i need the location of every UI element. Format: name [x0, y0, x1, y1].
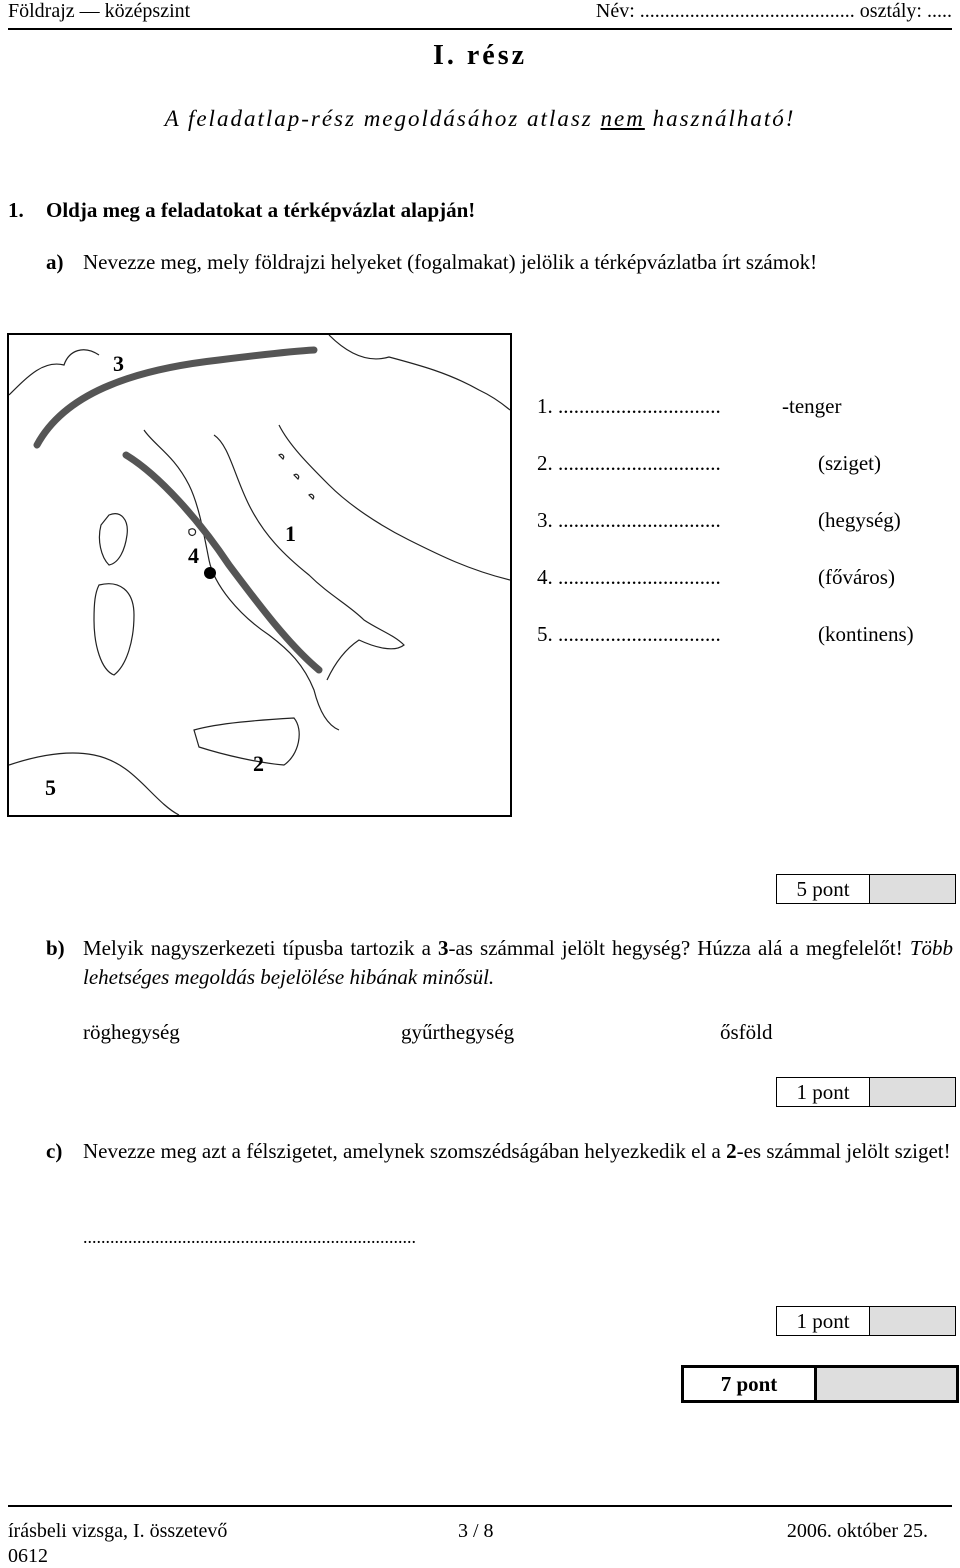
coast-peninsula-east — [214, 435, 404, 680]
header-subject: Földrajz — középszint — [8, 0, 191, 22]
answer-2-blank: 2. ............................... — [537, 451, 721, 475]
map-sketch — [7, 333, 512, 817]
answer-1-suffix: -tenger — [782, 394, 842, 418]
atlas-note-before: A feladatlap-rész megoldásához atlasz — [164, 106, 601, 131]
task-c-label: c) — [46, 1139, 63, 1163]
score-c-label: 1 pont — [777, 1307, 870, 1335]
option-roghegyseg[interactable]: röghegység — [83, 1020, 180, 1044]
footer-page: 3 / 8 — [458, 1520, 494, 1542]
answer-4-blank: 4. ............................... — [537, 565, 721, 589]
island-elba — [189, 529, 196, 536]
task-a-label: a) — [46, 250, 64, 274]
island-croatian — [279, 454, 314, 499]
coastlines — [9, 335, 510, 815]
task-b-text-italic: Több lehetséges megoldás bejelölése hibának minősül. — [83, 936, 953, 989]
coast-dalmatia — [279, 425, 510, 580]
atlas-note-underlined: nem — [600, 106, 645, 131]
header-name-class: Név: ........................................... osztály: ..... — [595, 0, 952, 22]
map-label-5: 5 — [45, 775, 56, 800]
task1-instruction: Oldja meg a feladatokat a térképvázlat alapján! — [46, 198, 476, 222]
answer-row-3[interactable] — [537, 507, 901, 533]
map-label-1: 1 — [285, 521, 296, 546]
option-gyurthegyseg[interactable]: gyűrthegység — [401, 1020, 515, 1044]
answer-3-blank: 3. ............................... — [537, 508, 721, 532]
total-score-label: 7 pont — [684, 1368, 817, 1400]
score-c-field[interactable] — [870, 1307, 955, 1335]
score-box-c — [776, 1306, 956, 1336]
answer-row-2[interactable] — [537, 450, 881, 476]
range-apennines — [126, 455, 319, 670]
score-box-b — [776, 1077, 956, 1107]
header-divider — [8, 28, 952, 30]
task-c-text-bold: 2 — [726, 1139, 737, 1163]
task-c-text — [83, 1137, 953, 1166]
answer-row-5[interactable] — [537, 621, 914, 647]
map-label-4: 4 — [188, 543, 199, 568]
map-label-3: 3 — [113, 351, 124, 376]
task-b-text-bold: 3 — [437, 936, 449, 960]
option-osfold[interactable]: ősföld — [720, 1020, 773, 1044]
map-label-2: 2 — [253, 751, 264, 776]
answer-5-suffix: (kontinens) — [818, 622, 914, 646]
island-sardinia — [94, 584, 134, 675]
atlas-note-after: használható! — [644, 106, 796, 131]
answer-3-suffix: (hegység) — [818, 508, 901, 532]
score-a-field[interactable] — [870, 875, 955, 903]
answer-row-4[interactable] — [537, 564, 895, 590]
footer-code: 0612 — [8, 1545, 48, 1567]
footer-date: 2006. október 25. — [786, 1520, 928, 1542]
answer-1-blank: 1. ............................... — [537, 394, 721, 418]
island-corsica — [99, 514, 127, 565]
score-b-label: 1 pont — [777, 1078, 870, 1106]
footer-divider — [8, 1505, 952, 1507]
capital-dot — [204, 567, 216, 579]
coast-north-east — [329, 335, 510, 410]
task-b-text-1: Melyik nagyszerkezeti típusba tartozik a — [83, 936, 438, 960]
coast-north-west — [9, 350, 99, 395]
score-b-field[interactable] — [870, 1078, 955, 1106]
total-score-field[interactable] — [817, 1368, 956, 1400]
answer-5-blank: 5. ............................... — [537, 622, 721, 646]
task-c-answer-line[interactable]: .......................................................................... — [83, 1227, 416, 1247]
score-box-a — [776, 874, 956, 904]
task-a-text: Nevezze meg, mely földrajzi helyeket (fogalmakat) jelölik a térképvázlatba írt számok! — [83, 250, 818, 274]
task-c-text-1: Nevezze meg azt a félszigetet, amelynek szomszédságában helyezkedik el a — [83, 1139, 727, 1163]
answer-2-suffix: (sziget) — [818, 451, 881, 475]
island-sicily — [194, 718, 299, 765]
task-b-text-2: -as számmal jelölt hegység? Húzza alá a megfelelőt! — [448, 936, 910, 960]
answer-row-1[interactable] — [537, 393, 842, 419]
range-3-alps — [37, 350, 314, 445]
total-score-box — [681, 1365, 959, 1403]
task-c-text-2: -es számmal jelölt sziget! — [736, 1139, 951, 1163]
score-a-label: 5 pont — [777, 875, 870, 903]
answer-4-suffix: (főváros) — [818, 565, 895, 589]
footer-exam: írásbeli vizsga, I. összetevő — [8, 1520, 228, 1542]
task-b-label: b) — [46, 936, 65, 960]
section-title: I. rész — [432, 40, 528, 71]
italy-map-svg — [9, 335, 510, 815]
coast-north-africa — [9, 753, 179, 815]
atlas-note — [0, 106, 960, 132]
task-b-text — [83, 934, 953, 992]
task1-number: 1. — [8, 198, 24, 222]
